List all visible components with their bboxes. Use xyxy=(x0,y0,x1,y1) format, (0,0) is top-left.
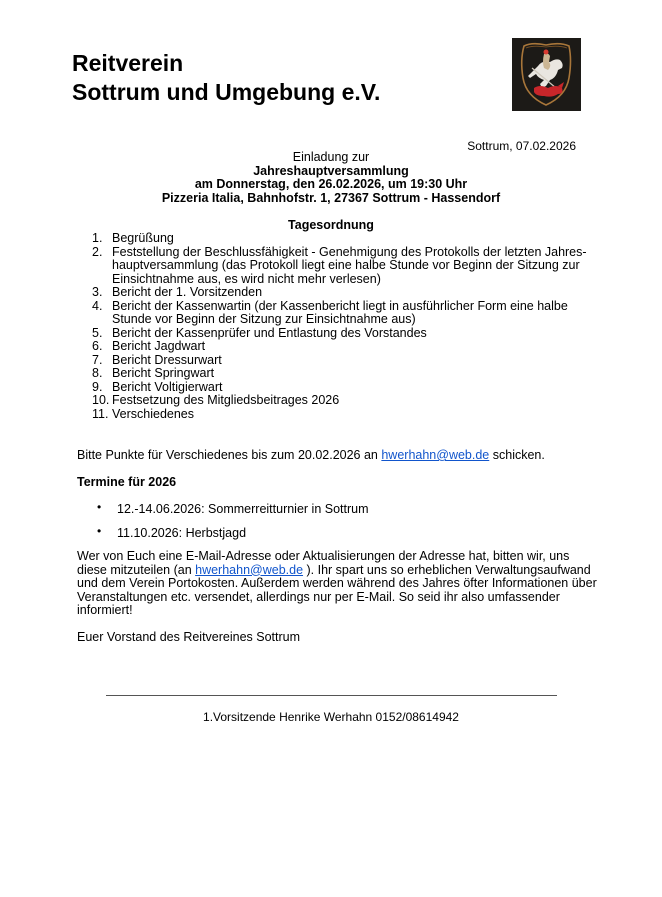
agenda-item xyxy=(92,340,592,354)
email-paragraph-text-end: ). Ihr spart uns so erheblichen Verwaltungsaufwand und dem Verein Portokosten. Außerdem werden während des Jahres öfter Informationen über Veranstaltungen etc. versendet, allerdings nur per E-Mail. So seid ihr also umfassender informiert! xyxy=(77,562,597,617)
footer-divider xyxy=(106,695,557,696)
agenda-item-number: 5. xyxy=(92,325,103,340)
agenda-item-number: 7. xyxy=(92,352,103,367)
signature: Euer Vorstand des Reitvereines Sottrum xyxy=(77,630,301,644)
agenda-item-number: 8. xyxy=(92,366,103,380)
document-date: Sottrum, 07.02.2026 xyxy=(467,139,576,153)
points-note-text-end: schicken. xyxy=(489,448,545,462)
agenda-item xyxy=(92,354,592,368)
club-title xyxy=(72,49,380,107)
agenda-list xyxy=(92,232,592,421)
agenda-item xyxy=(92,246,592,287)
email-link[interactable]: hwerhahn@web.de xyxy=(195,562,304,577)
events-list xyxy=(97,502,369,550)
agenda-item-text: Feststellung der Beschlussfähigkeit - Genehmigung des Protokolls der letzten Jahres-hauptversammlung (das Protokoll liegt eine halbe Stunde vor Beginn der Sitzung zur Einsichtnahme aus, es wird nicht mehr verlesen) xyxy=(112,244,587,286)
events-title: Termine für 2026 xyxy=(77,475,177,489)
agenda-item-text: Bericht Voltigierwart xyxy=(112,379,223,394)
bullet-icon: • xyxy=(97,500,102,514)
agenda-item-number: 6. xyxy=(92,339,103,353)
agenda-item-text: Bericht der Kassenwartin (der Kassenbericht liegt in ausführlicher Form eine halbe Stunde vor Beginn der Sitzung zur Einsichtnahme aus) xyxy=(112,298,568,326)
meeting-title: Jahreshauptversammlung xyxy=(253,163,409,178)
agenda-item xyxy=(92,327,592,341)
agenda-item-number: 10. xyxy=(92,393,110,407)
event-text: 11.10.2026: Herbstjagd xyxy=(117,526,247,540)
agenda-item-text: Verschiedenes xyxy=(112,406,195,421)
agenda-title: Tagesordnung xyxy=(288,218,374,232)
invitation-block xyxy=(0,151,662,205)
email-paragraph xyxy=(77,550,597,618)
agenda-item xyxy=(92,394,592,408)
agenda-item xyxy=(92,232,592,246)
event-item xyxy=(97,526,369,550)
agenda-item-text: Festsetzung des Mitgliedsbeitrages 2026 xyxy=(112,393,340,407)
agenda-item xyxy=(92,408,592,422)
club-title-line2: Sottrum und Umgebung e.V. xyxy=(72,79,381,105)
agenda-item-text: Bericht Dressurwart xyxy=(112,352,222,367)
meeting-location: Pizzeria Italia, Bahnhofstr. 1, 27367 Sottrum - Hassendorf xyxy=(161,190,501,205)
agenda-item-number: 3. xyxy=(92,285,103,299)
agenda-item xyxy=(92,367,592,381)
email-paragraph-text: Wer von Euch eine E-Mail-Adresse oder Aktualisierungen der Adresse hat, bitten wir, uns diese mitzuteilen (an xyxy=(77,549,570,577)
invitation-line: Einladung zur xyxy=(292,150,370,164)
event-item xyxy=(97,502,369,526)
club-title-line1: Reitverein xyxy=(72,50,184,76)
agenda-item-text: Bericht Jagdwart xyxy=(112,339,206,353)
club-logo xyxy=(512,38,581,111)
agenda-item-text: Bericht der 1. Vorsitzenden xyxy=(112,285,263,299)
agenda-item-number: 11. xyxy=(92,406,109,421)
points-note xyxy=(77,449,545,463)
agenda-item xyxy=(92,286,592,300)
agenda-item-number: 4. xyxy=(92,298,103,313)
event-text: 12.-14.06.2026: Sommerreitturnier in Sottrum xyxy=(117,502,369,516)
agenda-item xyxy=(92,300,592,327)
points-note-text: Bitte Punkte für Verschiedenes bis zum 20.02.2026 an xyxy=(77,448,382,462)
meeting-datetime: am Donnerstag, den 26.02.2026, um 19:30 Uhr xyxy=(194,177,468,191)
agenda-item-number: 9. xyxy=(92,379,103,394)
agenda-item-text: Begrüßung xyxy=(112,231,174,245)
bullet-icon: • xyxy=(97,524,102,538)
agenda-item-number: 2. xyxy=(92,244,103,259)
coat-of-arms-icon xyxy=(512,38,581,111)
agenda-item-text: Bericht der Kassenprüfer und Entlastung des Vorstandes xyxy=(112,325,427,340)
footer-contact: 1.Vorsitzende Henrike Werhahn 0152/08614942 xyxy=(203,710,459,724)
email-link[interactable]: hwerhahn@web.de xyxy=(381,448,490,462)
agenda-item-text: Bericht Springwart xyxy=(112,366,215,380)
agenda-item-number: 1. xyxy=(92,231,103,245)
agenda-item xyxy=(92,381,592,395)
